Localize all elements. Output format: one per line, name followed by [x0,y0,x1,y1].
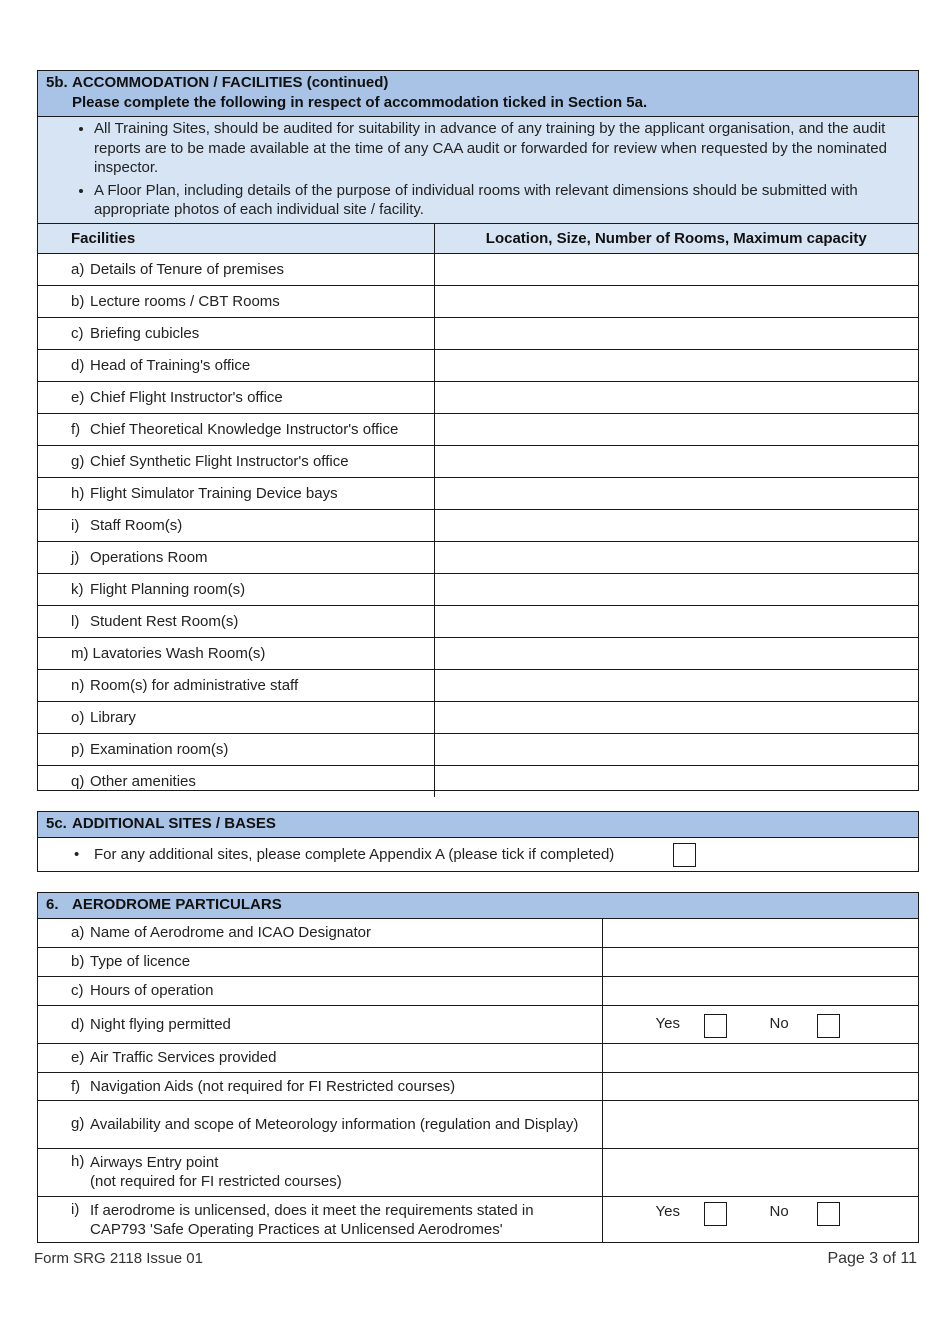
unlicensed-yes-checkbox[interactable] [704,1202,727,1226]
section-6-header [38,893,918,919]
table-row: i) If aerodrome is unlicensed, does it meet the requirements stated in CAP793 'Safe Operating Practices at Unlicensed Aerodromes' Yes No [38,1196,918,1243]
facility-details-field[interactable] [434,669,918,701]
table-row: c) Hours of operation [38,976,918,1005]
section-5b-header [38,71,918,117]
table-row: q) Other amenities [38,765,918,797]
table-row: h) Airways Entry point (not required for FI restricted courses) [38,1148,918,1196]
section-number: 5b. [46,74,68,91]
facility-details-field[interactable] [434,733,918,765]
airways-entry-field[interactable] [602,1148,918,1196]
table-row: f) Navigation Aids (not required for FI Restricted courses) [38,1072,918,1100]
facility-details-field[interactable] [434,701,918,733]
aerodrome-table [38,919,918,1243]
col-header-details: Location, Size, Number of Rooms, Maximum capacity [434,224,918,254]
table-row: n) Room(s) for administrative staff [38,669,918,701]
section-5c [37,811,919,872]
appendix-a-checkbox[interactable] [673,843,696,867]
facility-details-field[interactable] [434,509,918,541]
meteorology-field[interactable] [602,1100,918,1148]
table-row: p) Examination room(s) [38,733,918,765]
section-6 [37,892,919,1243]
aerodrome-name-field[interactable] [602,919,918,947]
table-row: b) Type of licence [38,947,918,976]
no-label: No [769,1014,789,1032]
section-number: 6. [46,896,59,913]
section-5b [37,70,919,791]
facility-details-field[interactable] [434,317,918,349]
table-row: j) Operations Room [38,541,918,573]
additional-sites-note: For any additional sites, please complete Appendix A (please tick if completed) [94,846,615,863]
facility-details-field[interactable] [434,381,918,413]
table-row: l) Student Rest Room(s) [38,605,918,637]
night-flying-options [602,1005,918,1043]
table-row: b) Lecture rooms / CBT Rooms [38,285,918,317]
table-row: d) Head of Training's office [38,349,918,381]
table-row: c) Briefing cubicles [38,317,918,349]
section-5c-body [38,838,918,874]
facility-details-field[interactable] [434,413,918,445]
facility-details-field[interactable] [434,445,918,477]
facility-details-field[interactable] [434,541,918,573]
facility-details-field[interactable] [434,637,918,669]
licence-type-field[interactable] [602,947,918,976]
form-reference: Form SRG 2118 Issue 01 [34,1250,203,1267]
bullet-icon: • [74,846,80,863]
hours-of-operation-field[interactable] [602,976,918,1005]
yes-label: Yes [655,1014,680,1032]
section-number: 5c. [46,815,67,832]
table-row: a) Name of Aerodrome and ICAO Designator [38,919,918,947]
table-row: e) Chief Flight Instructor's office [38,381,918,413]
section-title: ADDITIONAL SITES / BASES [72,815,276,832]
table-row: d) Night flying permitted Yes No [38,1005,918,1043]
section-5b-notes [38,117,918,224]
unlicensed-aerodrome-options [602,1196,918,1243]
night-flying-yes-checkbox[interactable] [704,1014,727,1038]
facility-details-field[interactable] [434,349,918,381]
note-item: • A Floor Plan, including details of the purpose of individual rooms with relevant dimensions should be submitted with appropriate photos of each individual site / facility. [94,181,914,220]
navigation-aids-field[interactable] [602,1072,918,1100]
page-number: Page 3 of 11 [827,1250,917,1267]
no-label: No [769,1202,789,1220]
facility-details-field[interactable] [434,253,918,285]
section-title: ACCOMMODATION / FACILITIES (continued) [72,74,389,91]
table-row: g) Availability and scope of Meteorology information (regulation and Display) [38,1100,918,1148]
night-flying-no-checkbox[interactable] [817,1014,840,1038]
table-row: e) Air Traffic Services provided [38,1043,918,1072]
table-row: h) Flight Simulator Training Device bays [38,477,918,509]
unlicensed-no-checkbox[interactable] [817,1202,840,1226]
table-row: g) Chief Synthetic Flight Instructor's office [38,445,918,477]
facility-details-field[interactable] [434,573,918,605]
facilities-table [38,224,918,797]
note-item: • All Training Sites, should be audited for suitability in advance of any training by the applicant organisation, and the audit reports are to be made available at the time of any CAA audit or forwarded for review when requested by the nominated inspector. [94,119,914,178]
section-title: AERODROME PARTICULARS [72,896,282,913]
table-row: o) Library [38,701,918,733]
section-subtitle: Please complete the following in respect of accommodation ticked in Section 5a. [72,94,648,111]
facility-details-field[interactable] [434,765,918,797]
table-row: m) Lavatories Wash Room(s) [38,637,918,669]
facility-details-field[interactable] [434,285,918,317]
table-row: k) Flight Planning room(s) [38,573,918,605]
facility-details-field[interactable] [434,605,918,637]
table-row: f) Chief Theoretical Knowledge Instructor's office [38,413,918,445]
air-traffic-services-field[interactable] [602,1043,918,1072]
facility-details-field[interactable] [434,477,918,509]
section-5c-header [38,812,918,838]
yes-label: Yes [655,1202,680,1220]
table-row: i) Staff Room(s) [38,509,918,541]
col-header-facilities: Facilities [38,224,434,254]
table-row: a) Details of Tenure of premises [38,253,918,285]
